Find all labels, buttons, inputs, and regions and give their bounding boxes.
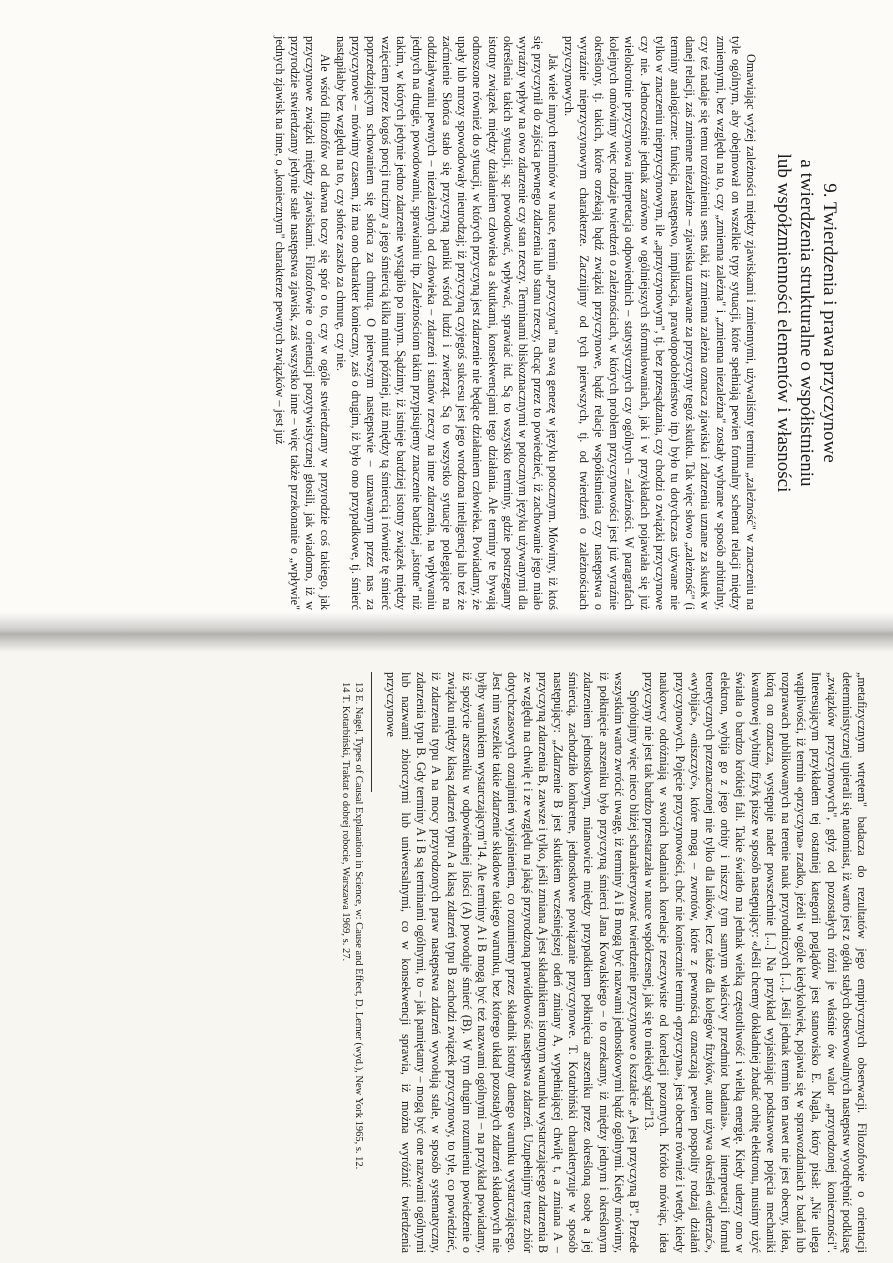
right-page <box>0 628 893 1263</box>
left-paragraph-3: Ale wśród filozofów od dawna toczy się spór o to, czy w ogóle stwierdzamy w przyrodzie coś takiego, jak przyczynowe związki między zjawiskami. Filozofowie o orientacji pozytywistycznej głosili, jak wiadomo, iż w przyrodzie stwierdzamy jedynie stałe następstwa zjawisk, zaś wszystko inne – więc także przekonanie o „wpływie" jednych zjawisk na inne, o „koniecznym" charakterze pewnych związków – jest już <box>272 36 333 610</box>
footnote-13: 13 E. Nagel, Types of Causal Explanation in Science, w: Cause and Effect, D. Lerner (wyd.), New York 1965, s. 12. <box>353 682 365 1170</box>
footnote-14: 14 T. Kotarbiński, Traktat o dobrej robocie, Warszawa 1969, s. 27. <box>340 682 351 962</box>
right-paragraph-1: „metafizycznym wtrętem" badacza do rezultatów jego empirycznych obserwacji. Filozofowie o orientacji deterministycznej upierali się natomiast, iż warto jest z ogółu stałych obserwowalnych następstw wyodrębnić podklasę „związków przyczynowych", gdyż od pozostałych różni je właśnie ów walor „przyrodzonej konieczności". Interesującym przykładem tej ostatniej kategorii poglądów jest stanowisko E. Nagla, który pisał: „Nie ulega wątpliwości, iż termin «przyczyna» rzadko, jeżeli w ogóle kiedykolwiek, pojawia się w sprawozdaniach z badań lub rozprawach publikowanych na terenie nauk przyrodniczych [...]. Jeśli jednak termin ten nawet nie jest obecny, idea, którą on oznacza, występuje nader powszechnie [...] Na przykład wyjaśniając podstawowe pojęcia mechaniki kwantowej wybitny fizyk pisze w sposób następujący: «Jeśli chcemy dokładniej zbadać orbitę elektronu, musimy użyć światła o bardzo krótkiej fali. Takie światło ma jednak wielką częstotliwość i wielką energię. Kiedy uderzy ono w elektron, wybija go z jego orbity i niszczy tym samym właściwy przedmiot badania». W interpretacji formuł teoretycznych przeznaczonej nie tylko dla laików, lecz także dla kolegów fizyków, autor używa określeń «uderzać», «wybijać», «niszczyć», które mogą – zwrotów, które z pewnością oznaczają pewien pospolity rodzaj działań przyczynowych. Pojęcie przyczynowości, choć nie koniecznie termin «przyczyna», jest obecne również i wtedy, kiedy naukowcy odróżniają w swoich badaniach korelacje rzeczywiste od korelacji pozornych. Krótko mówiąc, idea przyczyny nie jest tak bardzo przestarzała w nauce współczesnej, jak się to niekiedy sądzi"13. <box>642 672 869 1253</box>
footnote-divider <box>372 672 373 792</box>
left-paragraph-2: Jak wiele innych terminów w nauce, termin „przyczyna" ma swą genezę w języku potocznym. Mówimy, iż ktoś się przyczynił do zajścia pewnego zdarzenia lub stanu rzeczy, chcąc przez to powiedzieć, iż zachowanie jego miało wyraźny wpływ na owo zdarzenie czy stan rzeczy. Terminami bliskoznacznymi w potocznym języku używanymi dla określenia takich sytuacji, są: powodować, wpływać, sprawiać itd. Są to wszystko terminy, gdzie postrzegamy istotny związek między działaniem człowieka a skutkami, konsekwencjami tego działania. Ale terminy te bywają odnoszone również do sytuacji, w których przyczyną jest zdarzenie nie będące działaniem człowieka. Powiadamy, że upały lub mrozy spowodowały nieurodzaj; iż przyczyną czyjegoś sukcesu jest jego wrodzona inteligencja lub też że zaćmienie Słońca stało się przyczyną paniki wśród ludzi i zwierząt. Są to wszystko sytuacje polegające na oddziaływaniu pewnych – niezależnych od człowieka – zdarzeń i stanów rzeczy na inne zdarzenia, na wpływaniu jednych na drugie, powodowaniu, sprawianiu itp. Zależnościom takim przypisujemy znaczenie bardziej „istotne" niż takim, w których jedynie jedno zdarzenie wystąpiło po innym. Sądzimy, iż istnieje bardziej istotny związek między wzięciem przez kogoś porcji trucizny a jego śmiercią kilka minut później, niż między tą śmiercią i również tę śmierć poprzedzającym schowaniem się słońca za chmurą. O pierwszym następstwie – uznawanym przez nas za przyczynowe – mówimy czasem, iż ma ono charakter konieczny, zaś o drugim, iż było ono przypadkowe, tj. śmierć nastąpiłaby bez względu na to, czy słońce zaszło za chmurę, czy nie. <box>333 36 561 610</box>
right-paragraph-2: Spróbujmy więc nieco bliżej scharakteryzować twierdzenie przyczynowe o kształcie „A jest przyczyną B". Przede wszystkim warto zwrócić uwagę, iż terminy A i B mogą być nazwami jednostkowymi bądź ogólnymi. Kiedy mówimy, iż połknięcie arszeniku było przyczyną śmierci Jana Kowalskiego – to orzekamy, iż między jednym i określonym zdarzeniem jednostkowym, mianowicie między przypadkiem połknięcia arszeniku przez określoną osobę a jej śmiercią, zachodziło konkretne, jednostkowe powiązanie przyczynowe. T. Kotarbiński charakteryzuje w sposób następujący: „Zdarzenie B jest skutkiem wcześniejszej odeń zmiany A, wypełniającej chwilę t, a zmiana A – przyczyną zdarzenia B, zawsze i tylko, jeśli zmiana A jest składnikiem istotnym warunku wystarczającego zdarzenia B ze względu na chwilę t i ze względu na jakąś przyrodzoną prawidłowość następstwa zdarzeń. Uzupełnijmy teraz zbiór dotychczasowych oznajmień wyjaśnieniem, co rozumiemy przez składnik istotny danego warunku wystarczającego. Jest nim wszelkie takie zdarzenie składowe takiego warunku, bez którego układ pozostałych zdarzeń składowych nie byłby warunkiem wystarczającym"14. Ale terminy A i B mogą być też nazwami ogólnymi – na przykład powiadamy, iż spożycie arszeniku w odpowiedniej ilości (A) powoduje śmierć (B). W tym drugim rozumieniu powiedzenie o związku między klasą zdarzeń typu A a klasą zdarzeń typu B zachodzi związek przyczynowy, to tyle, co powiedzieć, iż zdarzenia typu A na mocy przyrodzonych praw następstwa zdarzeń wywołują stale, w sposób systematyczny, zdarzenia typu B. Gdy terminy A i B są terminami ogólnymi, to – jak pamiętamy – mogą być one nazwami ogólnymi lub nazwami zbiorczymi lub uniwersalnymi, co w konsekwencji sprawia, iż można wyróżnić twierdzenia przyczynowe <box>383 672 641 1253</box>
chapter-title-line-2: a twierdzenia strukturalne o współistnieniu <box>796 159 817 487</box>
chapter-title-line-3: lub współzmienności elementów i własności <box>773 153 794 493</box>
left-page <box>0 0 893 628</box>
chapter-title-line-1: 9. Twierdzenia i prawa przyczynowe <box>819 183 840 463</box>
left-paragraph-1: Omawiając wyżej zależności między zjawiskami i zmiennymi, używaliśmy terminu „zależność" w znaczeniu na tyle ogólnym, aby obejmował on wszelkie typy sytuacji, które spełniają pewien formalny schemat relacji między zmiennymi, bez względu na to, czy „zmienna zależna" i „zmienna niezależna" zostały wybrane w sposób arbitralny, czy też nadaje się temu rozróżnieniu sens taki, iż zmienna zależna oznacza zjawiska i zdarzenia uznane za skutek w danej relacji, zaś zmienne niezależne – zjawiska uznawane za przyczyny tegoż skutku. Tak więc słowo „zależność" (i terminy analogiczne: funkcja, następstwo, implikacja, prawdopodobieństwo itp.) było tu dotychczas używane nie tylko w znaczeniu nieprzyczynowym, ile „aprzyczynowym", tj. bez przesądzania, czy chodzi o związki przyczynowe czy nie. Jednocześnie jednak zarówno w ogólniejszych sformułowaniach, jak i w przykładach pojawiała się już wielokrotnie przyczynowa interpretacja odpowiednich – statystycznych czy ogólnych – zależności. W paragrafach kolejnych omówimy więc rodzaje twierdzeń o zależnościach, w których problem przyczynowości jest już wyraźnie określony, tj. takich, które orzekają bądź związki przyczynowe, bądź relacje współistnienia czy następstwa o wyraźnie nieprzyczynowym charakterze. Zacznijmy od tych pierwszych, tj. od twierdzeń o zależnościach przyczynowych. <box>561 36 758 610</box>
book-gutter-shadow <box>0 612 893 652</box>
chapter-title <box>772 36 841 610</box>
